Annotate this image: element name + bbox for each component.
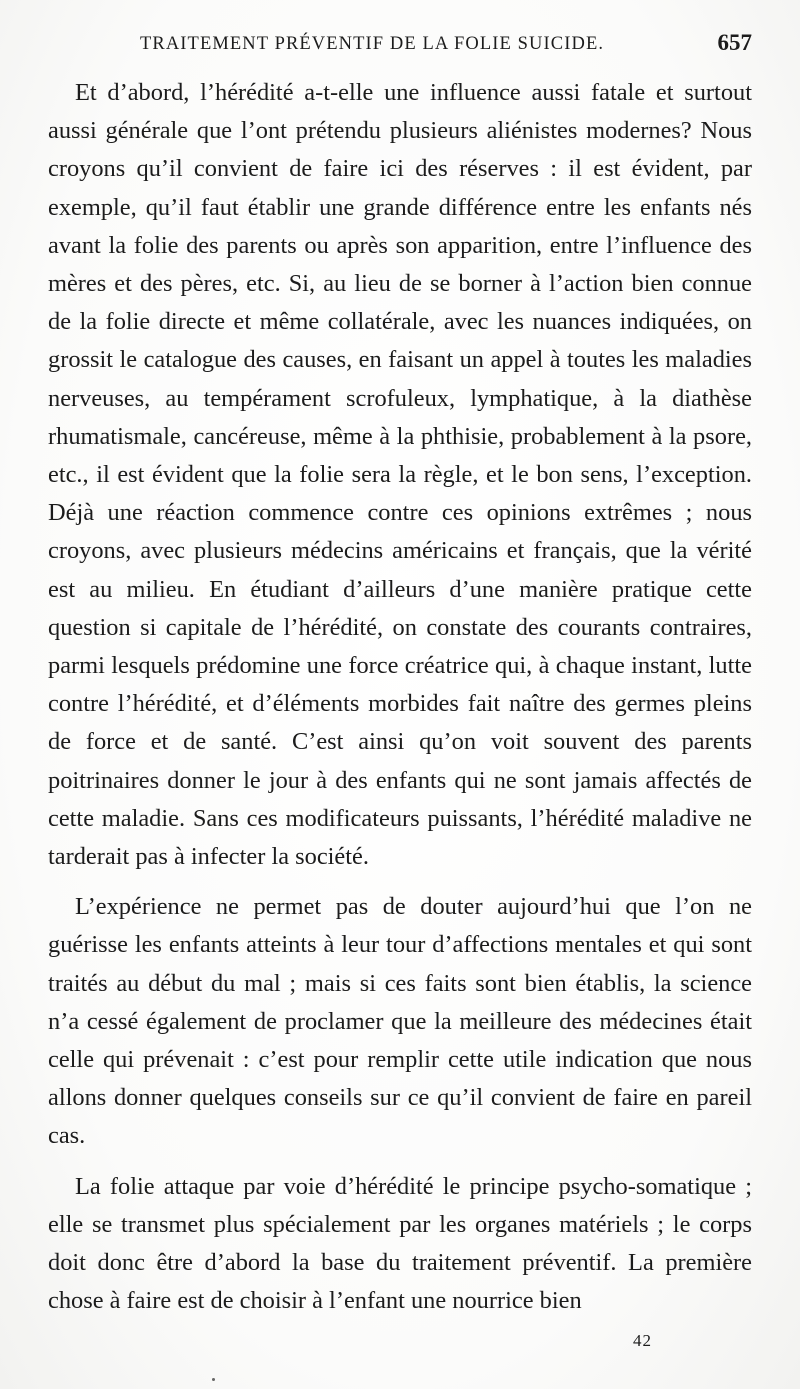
paragraph-psycho-somatique: La folie attaque par voie d’hérédité le principe psycho-somatique ; elle se transmet plus spécialement par les organes matériels ; le corps doit donc être d’abord la base du traitement préventif. La première chose à faire est de choisir à l’enfant une nourrice bien xyxy=(48,1172,752,1315)
signature-mark: 42 xyxy=(633,1331,652,1350)
running-head xyxy=(48,30,752,64)
page-number: 657 xyxy=(717,30,752,55)
paragraph-heredite: Et d’abord, l’hérédité a-t-elle une influence aussi fatale et surtout aussi générale que l’ont prétendu plusieurs aliénistes modernes? Nous croyons qu’il convient de faire ici des réserves : il est évident, par exemple, qu’il faut établir une grande différence entre les enfants nés avant la folie des parents ou après son apparition, entre l’influence des mères et des pères, etc. Si, au lieu de se borner à l’action bien connue de la folie directe et même collatérale, avec les nuances indiquées, on grossit le catalogue des causes, en faisant un appel à toutes les maladies nerveuses, au tempérament scrofuleux, lymphatique, à la diathèse rhumatismale, cancéreuse, même à la phthisie, probablement à la psore, etc., il est évident que la folie sera la règle, et le bon sens, l’exception. Déjà une réaction commence contre ces opinions extrêmes ; nous croyons, avec plusieurs médecins américains et français, que la vérité est au milieu. En étudiant d’ailleurs d’une manière pratique cette question si capitale de l’hérédité, on constate des courants contraires, parmi lesquels prédomine une force créatrice qui, à chaque instant, lutte contre l’hérédité, et d’éléments morbides fait naître des germes pleins de force et de santé. C’est ainsi qu’on voit souvent des parents poitrinaires donner le jour à des enfants qui ne sont jamais affectés de cette maladie. Sans ces modificateurs puissants, l’hérédité maladive ne tarderait pas à infecter la société. xyxy=(48,79,752,871)
ink-speck xyxy=(212,1378,215,1381)
paragraph-experience: L’expérience ne permet pas de douter aujourd’hui que l’on ne guérisse les enfants atteints à leur tour d’affections mentales et qui sont traités au début du mal ; mais si ces faits sont bien établis, la science n’a cessé également de proclamer que la meilleure des médecines était celle qui prévenait : c’est pour remplir cette utile indication que nous allons donner quelques conseils sur ce qu’il convient de faire en pareil cas. xyxy=(48,893,752,1150)
body-text xyxy=(48,74,752,1333)
running-title: TRAITEMENT PRÉVENTIF DE LA FOLIE SUICIDE. xyxy=(140,34,605,54)
